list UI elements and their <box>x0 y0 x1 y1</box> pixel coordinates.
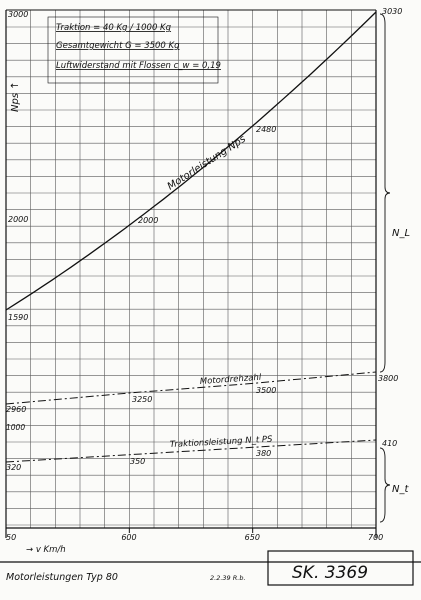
series-layer <box>6 12 376 462</box>
y-tick-label-2000: 2000 <box>8 215 29 224</box>
note-text-1: Traktion = 40 Kg / 1000 Kg <box>56 23 172 33</box>
footer-sheet-number-text: SK. 3369 <box>292 563 369 583</box>
brace-label-nt: N_t <box>392 484 409 495</box>
series-label-traktionsleistung: Traktionsleistung N_t PS <box>169 434 273 450</box>
series-line-motordrehzahl <box>6 372 376 404</box>
point-label-motorleistung: 2000 <box>138 216 159 225</box>
series-label-motorleistung: Motorleistung Nps <box>165 133 248 193</box>
point-label-traktionsleistung: 350 <box>130 457 146 466</box>
x-axis-label: → v Km/h <box>26 545 66 555</box>
x-tick-label: 700 <box>368 533 384 542</box>
y-tick-label-3000: 3000 <box>8 10 29 19</box>
x-tick-label: 50 <box>6 533 17 542</box>
point-label-motordrehzahl: 3500 <box>256 386 277 395</box>
axes <box>0 10 421 585</box>
point-label-motordrehzahl: 3250 <box>132 395 153 404</box>
footer-date-text: 2.2.39 R.b. <box>210 574 246 582</box>
note-text-2: Gesamtgewicht G = 3500 Kg <box>56 41 180 51</box>
point-label-motordrehzahl: 3800 <box>378 374 399 383</box>
x-tick-label: 650 <box>244 533 260 542</box>
y-tick-label-1000: 1000 <box>6 423 26 432</box>
point-label-motorleistung: 2480 <box>256 125 277 134</box>
point-label-traktionsleistung: 320 <box>6 463 22 472</box>
brace-nt <box>380 448 390 522</box>
note-text-3: Luftwiderstand mit Flossen c_w = 0,19 <box>56 61 221 71</box>
grid <box>6 10 376 528</box>
footer-title-text: Motorleistungen Typ 80 <box>6 572 118 583</box>
series-label-motordrehzahl: Motordrehzahl <box>199 372 262 387</box>
point-label-traktionsleistung: 380 <box>256 449 272 458</box>
title-block <box>0 563 421 600</box>
point-label-motorleistung: 3030 <box>382 7 403 16</box>
point-label-motordrehzahl: 2960 <box>6 405 27 414</box>
brace-nl <box>380 14 390 372</box>
point-label-motorleistung: 1590 <box>8 313 29 322</box>
y-axis-label: Nps ↑ <box>10 81 21 112</box>
point-label-traktionsleistung: 410 <box>382 439 398 448</box>
x-tick-label: 600 <box>121 533 137 542</box>
brace-label-nl: N_L <box>392 228 411 239</box>
series-line-motorleistung <box>6 12 376 310</box>
